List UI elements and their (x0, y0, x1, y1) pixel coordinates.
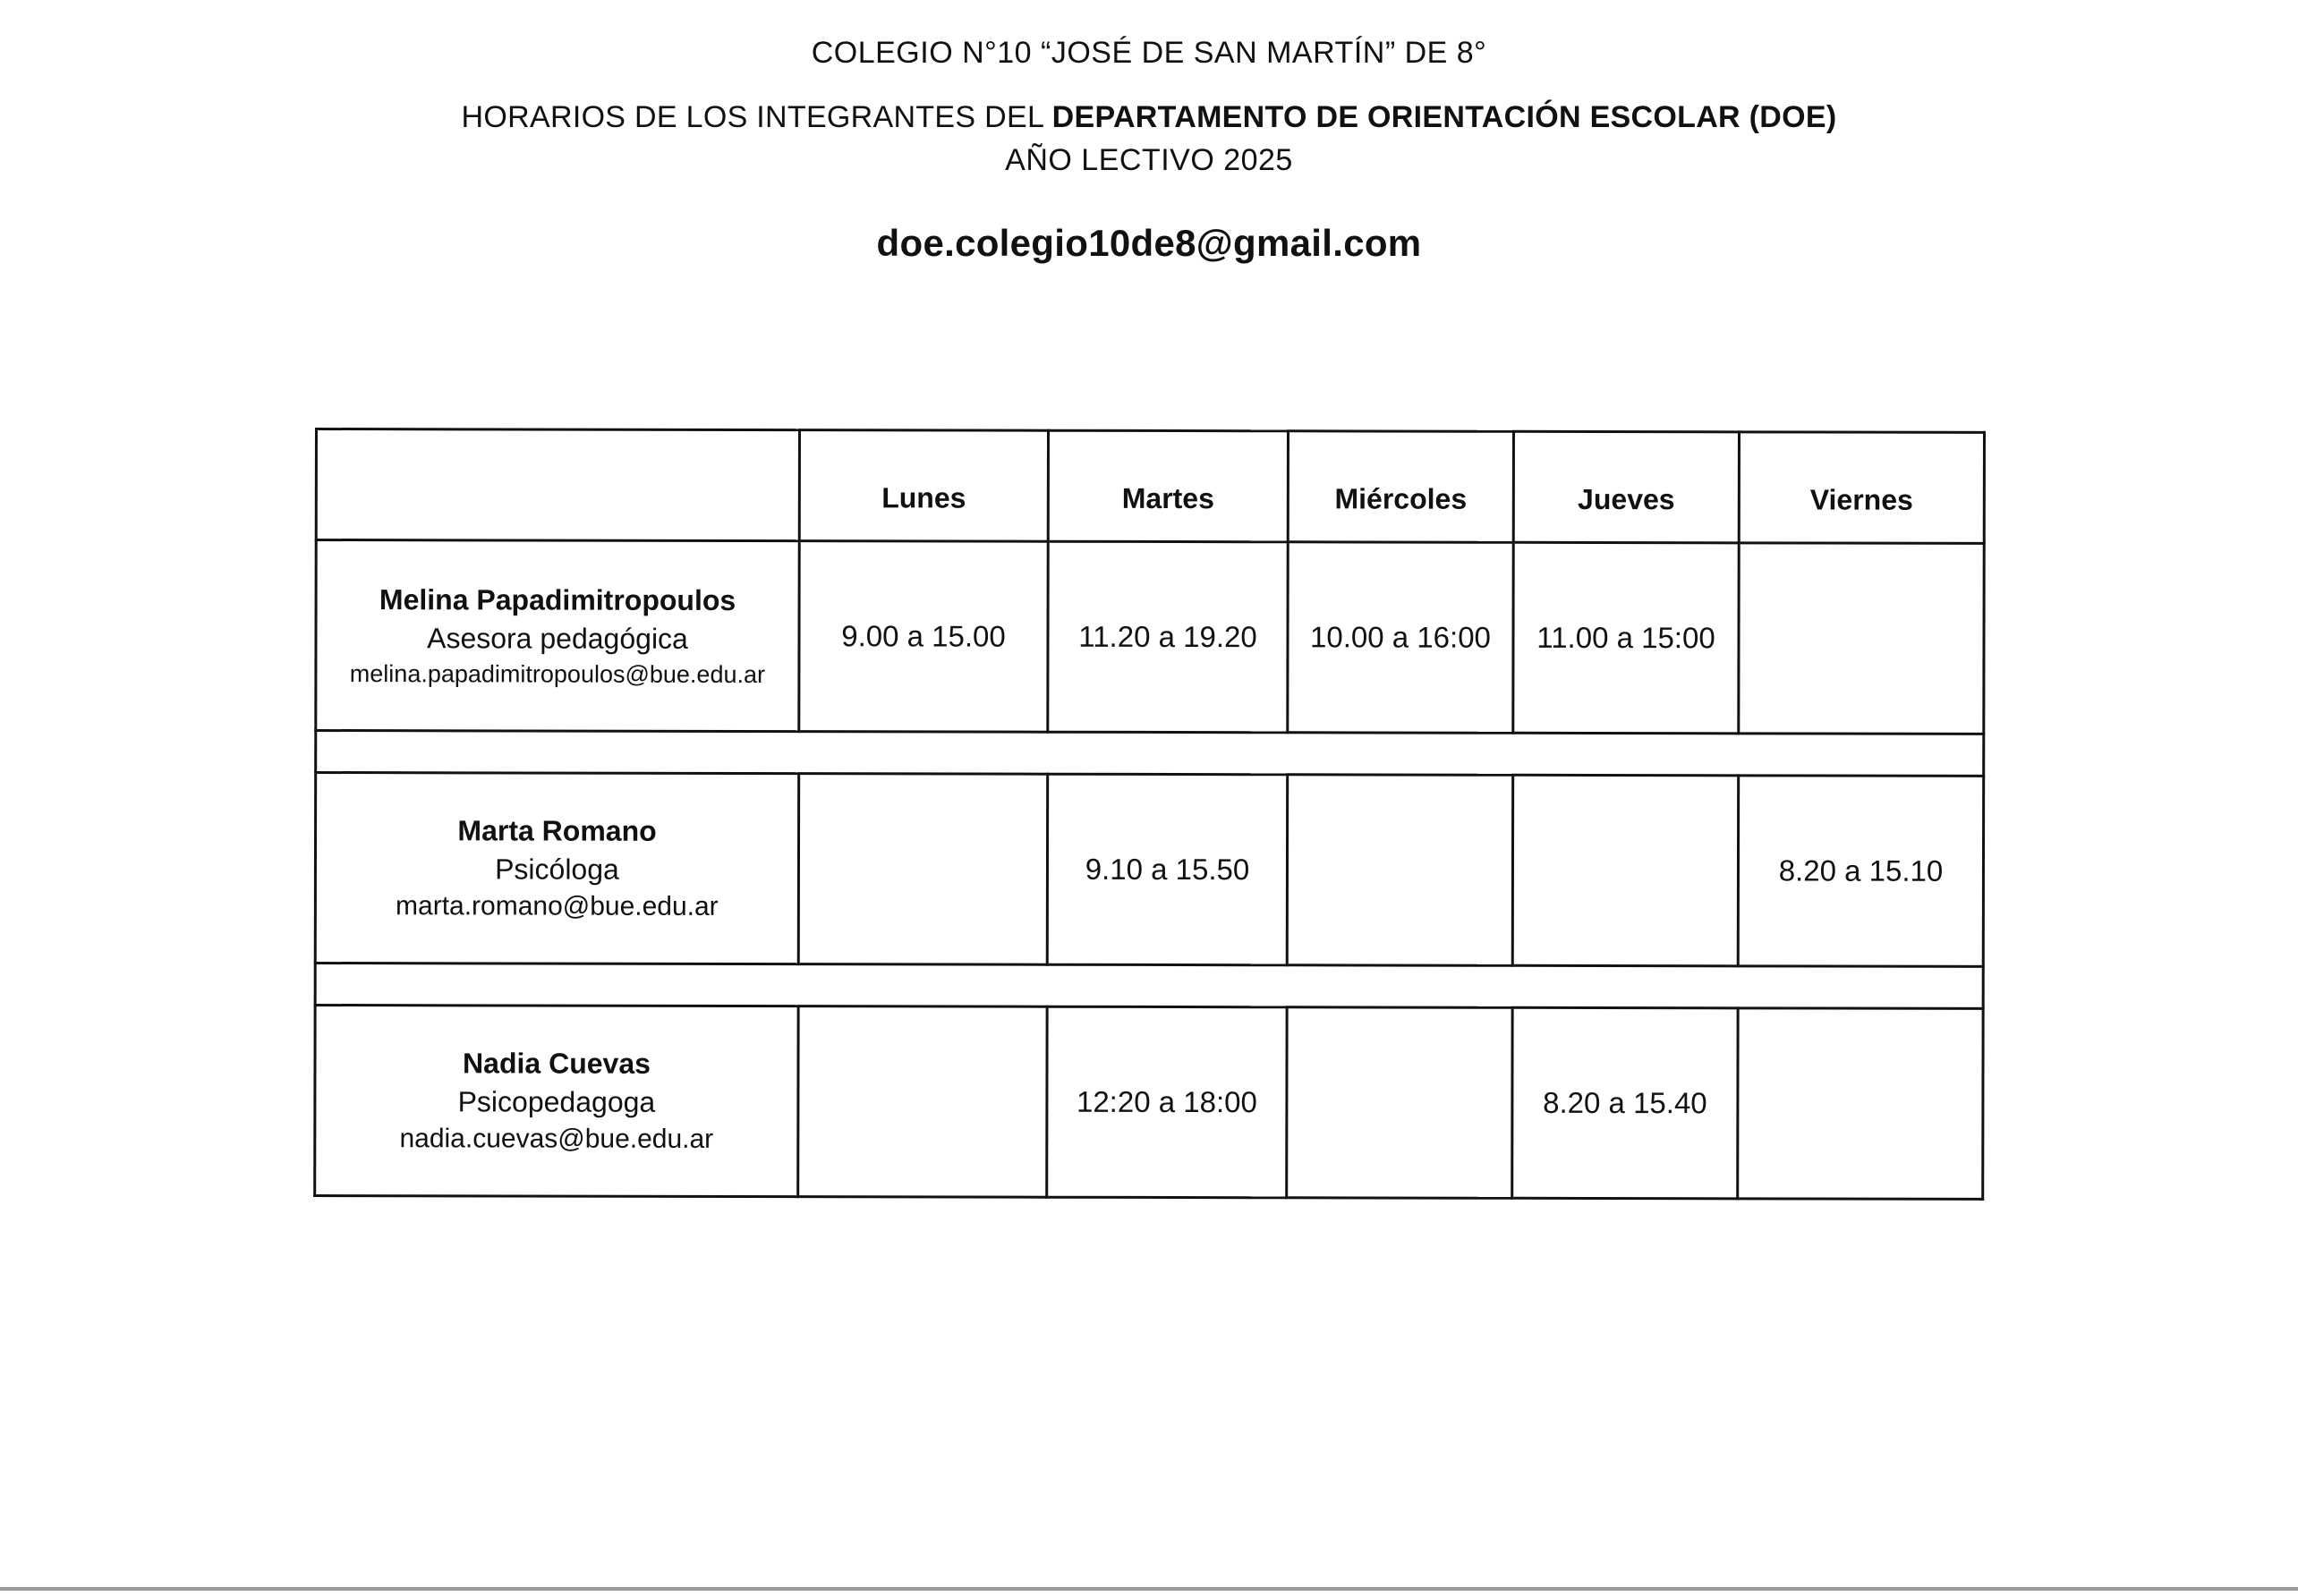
table-row (316, 540, 1984, 734)
department-title-prefix: HORARIOS DE LOS INTEGRANTES DEL (461, 100, 1052, 134)
department-email: doe.colegio10de8@gmail.com (876, 222, 1422, 264)
table-row (315, 773, 1983, 967)
person-role: Psicopedagoga (457, 1085, 656, 1118)
schedule-cell-viernes (1739, 543, 1984, 734)
person-email: marta.romano@bue.edu.ar (396, 891, 719, 921)
schedule-cell-miercoles: 10.00 a 16:00 (1288, 542, 1513, 734)
schedule-cell-martes: 9.10 a 15.50 (1047, 774, 1287, 965)
person-name: Nadia Cuevas (463, 1047, 651, 1080)
schedule-cell-miercoles (1287, 1007, 1512, 1199)
person-cell (315, 1006, 798, 1197)
school-title: COLEGIO N°10 “JOSÉ DE SAN MARTÍN” DE 8° (811, 36, 1487, 70)
schedule-cell-jueves: 11.00 a 15:00 (1513, 542, 1739, 734)
scan-bottom-edge (0, 1587, 2298, 1591)
day-header-viernes: Viernes (1739, 432, 1984, 544)
day-header-miercoles: Miércoles (1288, 431, 1513, 543)
person-email: melina.papadimitropoulos@bue.edu.ar (349, 659, 766, 688)
spacer-cell (316, 731, 1984, 777)
schedule-cell-lunes (798, 774, 1047, 965)
day-header-jueves: Jueves (1513, 431, 1739, 543)
department-title-bold: DEPARTAMENTO DE ORIENTACIÓN ESCOLAR (DOE) (1051, 100, 1837, 134)
day-header-martes: Martes (1048, 430, 1288, 542)
person-role: Asesora pedagógica (427, 621, 688, 655)
header-empty-cell (316, 429, 799, 541)
school-year: AÑO LECTIVO 2025 (1005, 143, 1293, 177)
person-name: Marta Romano (457, 814, 657, 847)
person-cell (315, 773, 798, 964)
day-header-lunes: Lunes (799, 430, 1048, 542)
table-header-row (316, 429, 1984, 544)
schedule-table (313, 428, 1986, 1201)
spacer-row (316, 731, 1984, 777)
schedule-cell-viernes (1738, 1008, 1983, 1200)
table-row (315, 1006, 1983, 1200)
schedule-cell-martes: 12:20 a 18:00 (1047, 1006, 1287, 1198)
spacer-cell (315, 964, 1983, 1009)
schedule-cell-lunes (798, 1006, 1047, 1198)
schedule-cell-jueves: 8.20 a 15.40 (1512, 1007, 1738, 1199)
schedule-cell-miercoles (1287, 775, 1512, 966)
department-title (0, 100, 2298, 135)
person-cell (316, 540, 799, 732)
schedule-cell-martes: 11.20 a 19.20 (1048, 541, 1288, 733)
person-role: Psicóloga (495, 853, 619, 886)
person-name: Melina Papadimitropoulos (379, 582, 736, 616)
person-email: nadia.cuevas@bue.edu.ar (399, 1124, 714, 1154)
schedule-cell-jueves (1512, 775, 1738, 966)
schedule-cell-viernes: 8.20 a 15.10 (1738, 776, 1983, 967)
schedule-cell-lunes: 9.00 a 15.00 (799, 541, 1048, 733)
spacer-row (315, 964, 1983, 1009)
